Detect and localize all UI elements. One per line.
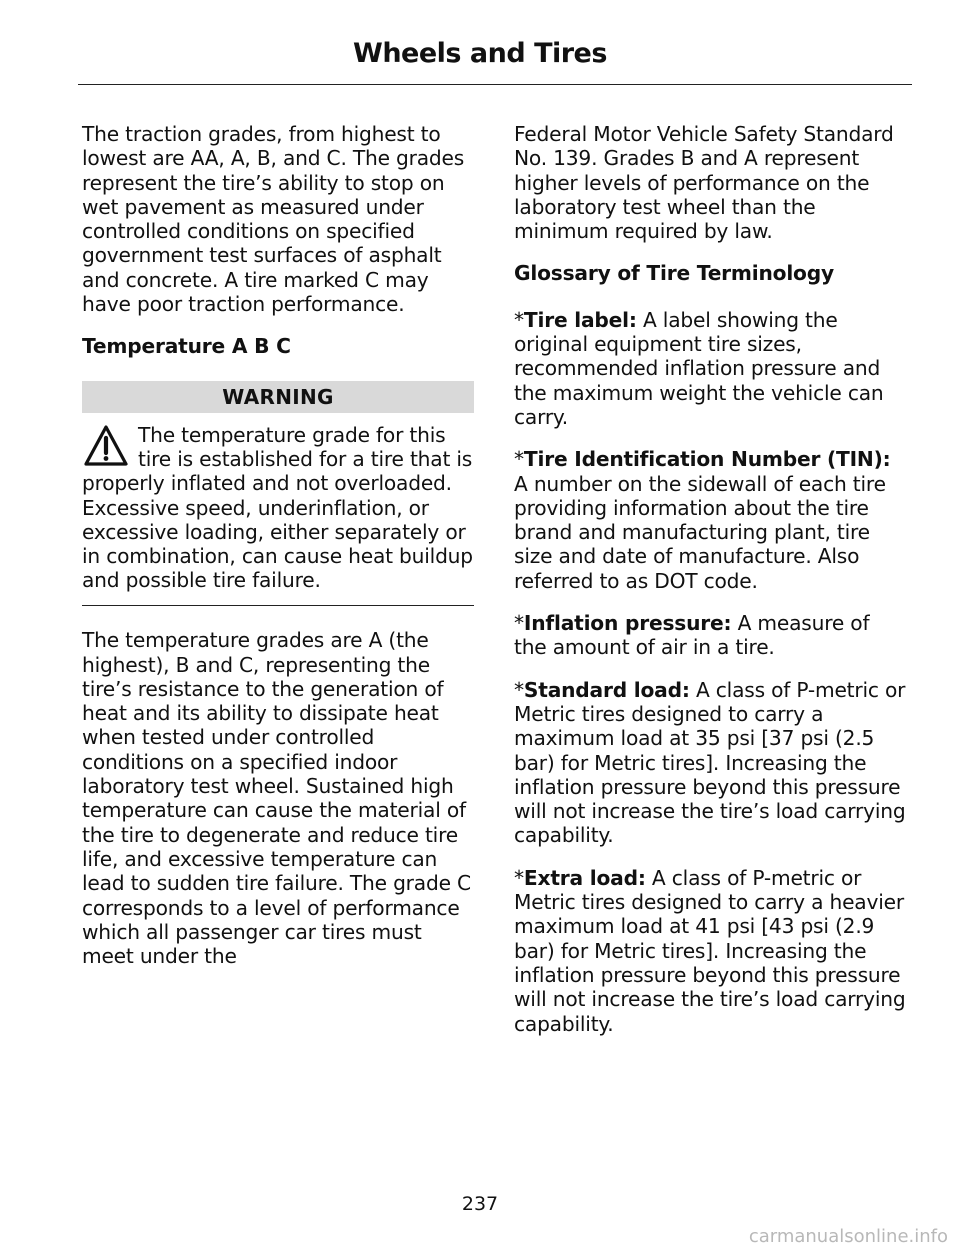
warning-label: WARNING (82, 381, 474, 413)
glossary-item-tire-label (514, 308, 906, 429)
glossary-term: Tire Identification Number (TIN): (523, 447, 891, 472)
glossary-prefix: * (514, 307, 524, 332)
warning-text: The temperature grade for this tire is established for a tire that is properly inflated and not overloaded. Excessive speed, underinflation, or excessive loading, either separately or in combination, can cause heat buildup and possible tire failure. (82, 422, 473, 593)
page-title: Wheels and Tires (353, 38, 607, 69)
temperature-heading: Temperature A B C (82, 334, 291, 359)
glossary-prefix: * (514, 677, 524, 702)
traction-grades-paragraph: The traction grades, from highest to lowest are AA, A, B, and C. The grades represent the tire’s ability to stop on wet pavement as measured under controlled conditions on specified government test surfaces of asphalt and concrete. A tire marked C may have poor traction performance. (82, 122, 465, 317)
temperature-grades-paragraph: The temperature grades are A (the highest), B and C, representing the tire’s resistance to the generation of heat and its ability to dissipate heat when tested under controlled conditions on a specified indoor laboratory test wheel. Sustained high temperature can cause the material of the tire to degenerate and reduce tire life, and excessive temperature can lead to sudden tire failure. The grade C corresponds to a level of performance which all passenger car tires must meet under the (82, 628, 471, 969)
fmvss-paragraph: Federal Motor Vehicle Safety Standard No. 139. Grades B and A represent higher levels of performance on the laboratory test wheel than the minimum required by law. (514, 122, 894, 244)
left-column (82, 122, 474, 986)
glossary-definition: A measure of the amount of air in a tire. (514, 611, 870, 660)
glossary-heading: Glossary of Tire Terminology (514, 261, 834, 286)
glossary-definition: A label showing the original equipment tire sizes, recommended inflation pressure and the maximum weight the vehicle can carry. (514, 307, 884, 429)
glossary-term: Extra load: (523, 865, 646, 890)
glossary-prefix: * (514, 447, 524, 472)
glossary-item-tin (514, 447, 906, 593)
warning-box (82, 381, 474, 607)
header-divider (78, 84, 912, 85)
watermark: carmanualsonline.info (748, 1226, 948, 1247)
glossary-item-inflation-pressure (514, 611, 906, 660)
glossary-definition: A class of P-metric or Metric tires designed to carry a heavier maximum load at 41 psi [43 psi (2.9 bar) for Metric tires]. Increasing the inflation pressure beyond this pressure will not increase the tire’s load carrying capability. (514, 865, 906, 1036)
glossary-term: Standard load: (523, 677, 690, 702)
glossary-definition: A number on the sidewall of each tire providing information about the tire brand and manufacturing plant, tire size and date of manufacture. Also referred to as DOT code. (514, 471, 886, 593)
warning-triangle-icon (82, 423, 130, 469)
warning-body (82, 423, 474, 593)
glossary-item-standard-load (514, 678, 906, 848)
glossary-term: Tire label: (523, 307, 637, 332)
warning-divider (82, 605, 474, 607)
glossary-item-extra-load (514, 866, 906, 1036)
right-column (514, 122, 906, 1054)
glossary-prefix: * (514, 611, 524, 636)
glossary-term: Inflation pressure: (523, 611, 732, 636)
glossary-definition: A class of P-metric or Metric tires designed to carry a maximum load at 35 psi [37 psi (2.5 bar) for Metric tires]. Increasing the inflation pressure beyond this pressure will not increase the tire’s load carrying capability. (514, 677, 906, 848)
glossary-prefix: * (514, 865, 524, 890)
page-number: 237 (461, 1193, 499, 1215)
